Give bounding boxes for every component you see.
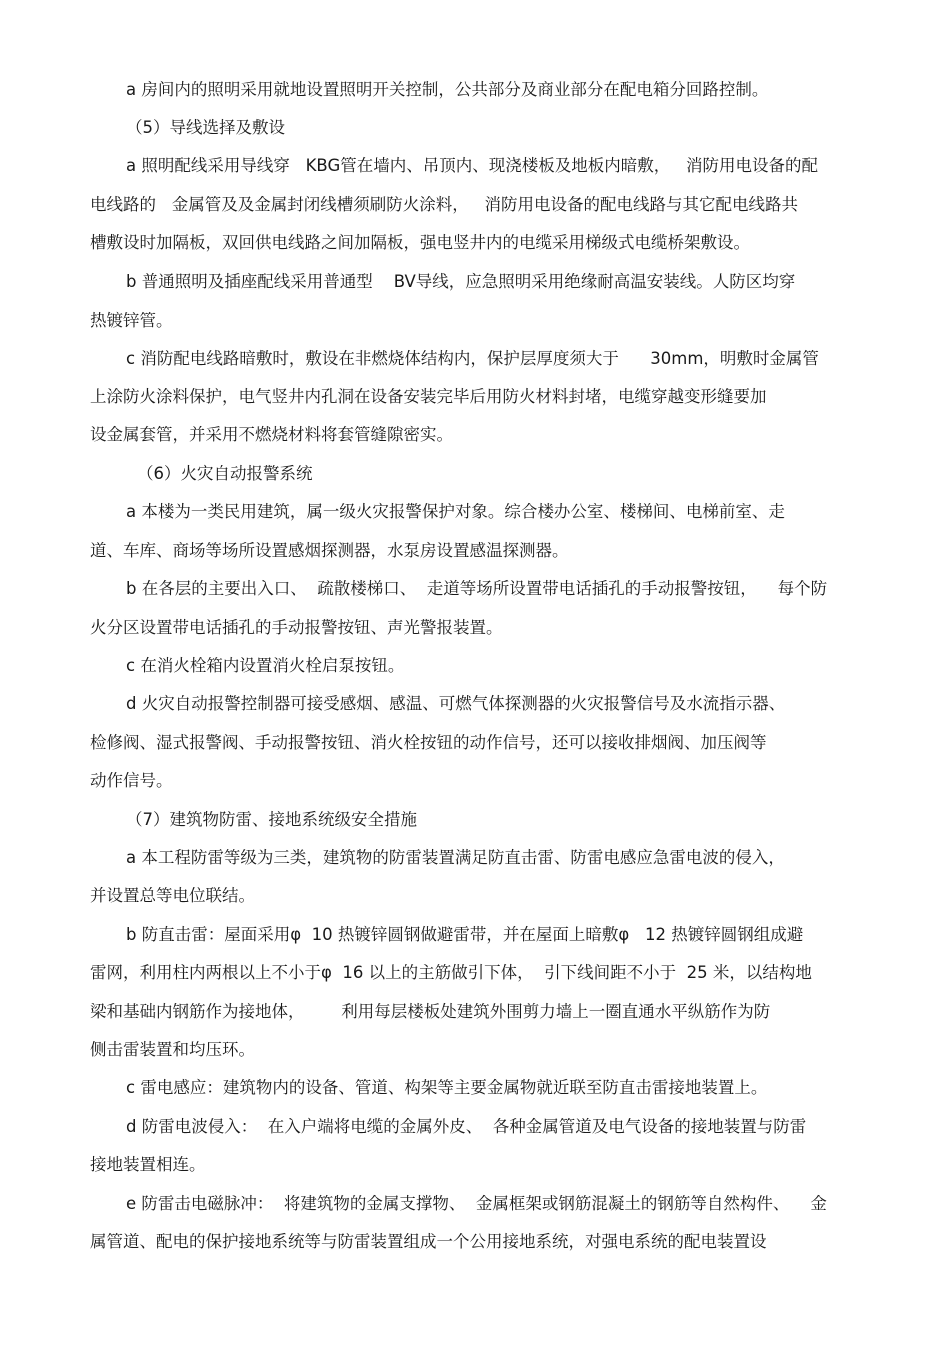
text-line: 火分区设置带电话插孔的手动报警按钮、声光警报装置。 (90, 618, 503, 637)
section-heading-6: （6）火灾自动报警系统 (137, 464, 313, 483)
text-line: b 防直击雷：屋面采用φ 10 热镀锌圆钢做避雷带，并在屋面上暗敷φ 12 热镀锌圆钢组成避 (126, 925, 804, 944)
text-line: b 普通照明及插座配线采用普通型 BV导线，应急照明采用绝缘耐高温安装线。人防区均穿 (126, 272, 796, 291)
text-line: a 照明配线采用导线穿 KBG管在墙内、吊顶内、现浇楼板及地板内暗敷， 消防用电设备的配 (126, 156, 818, 175)
section-heading-5: （5）导线选择及敷设 (126, 118, 285, 137)
text-line: 属管道、配电的保护接地系统等与防雷装置组成一个公用接地系统，对强电系统的配电装置设 (90, 1232, 767, 1251)
text-line: 雷网，利用柱内两根以上不小于φ 16 以上的主筋做引下体， 引下线间距不小于 25 米，以结构地 (90, 963, 812, 982)
text-line: 上涂防火涂料保护，电气竖井内孔洞在设备安装完毕后用防火材料封堵，电缆穿越变形缝要加 (90, 387, 767, 406)
text-line: 动作信号。 (90, 771, 173, 790)
text-line: d 防雷电波侵入： 在入户端将电缆的金属外皮、 各种金属管道及电气设备的接地装置与防雷 (126, 1117, 807, 1136)
text-line: 梁和基础内钢筋作为接地体， 利用每层楼板处建筑外围剪力墙上一圈直通水平纵筋作为防 (90, 1002, 771, 1021)
text-line: 电线路的 金属管及及金属封闭线槽须刷防火涂料， 消防用电设备的配电线路与其它配电线路共 (90, 195, 798, 214)
text-line: a 本工程防雷等级为三类，建筑物的防雷装置满足防直击雷、防雷电感应急雷电波的侵入， (126, 848, 785, 867)
section-heading-7: （7）建筑物防雷、接地系统级安全措施 (126, 810, 417, 829)
text-line: c 雷电感应：建筑物内的设备、管道、构架等主要金属物就近联至防直击雷接地装置上。 (126, 1078, 768, 1097)
text-line: a 房间内的照明采用就地设置照明开关控制，公共部分及商业部分在配电箱分回路控制。 (126, 80, 769, 99)
text-line: a 本楼为一类民用建筑，属一级火灾报警保护对象。综合楼办公室、楼梯间、电梯前室、走 (126, 502, 785, 521)
text-line: b 在各层的主要出入口、 疏散楼梯口、 走道等场所设置带电话插孔的手动报警按钮， 每个防 (126, 579, 828, 598)
text-line: 设金属套管，并采用不燃烧材料将套管缝隙密实。 (90, 425, 453, 444)
text-line: c 在消火栓箱内设置消火栓启泵按钮。 (126, 656, 405, 675)
text-line: d 火灾自动报警控制器可接受感烟、感温、可燃气体探测器的火灾报警信号及水流指示器、 (126, 694, 786, 713)
text-line: 槽敷设时加隔板，双回供电线路之间加隔板，强电竖井内的电缆采用梯级式电缆桥架敷设。 (90, 233, 750, 252)
text-line: 侧击雷装置和均压环。 (90, 1040, 255, 1059)
text-line: 并设置总等电位联结。 (90, 886, 255, 905)
text-line: 接地装置相连。 (90, 1155, 206, 1174)
text-line: e 防雷击电磁脉冲： 将建筑物的金属支撑物、 金属框架或钢筋混凝土的钢筋等自然构件、 金 (126, 1194, 827, 1213)
text-line: 检修阀、湿式报警阀、手动报警按钮、消火栓按钮的动作信号，还可以接收排烟阀、加压阀等 (90, 733, 767, 752)
text-line: 道、车库、商场等场所设置感烟探测器，水泵房设置感温探测器。 (90, 541, 569, 560)
text-line: 热镀锌管。 (90, 311, 173, 330)
text-line: c 消防配电线路暗敷时，敷设在非燃烧体结构内，保护层厚度须大于 30mm，明敷时金属管 (126, 349, 819, 368)
